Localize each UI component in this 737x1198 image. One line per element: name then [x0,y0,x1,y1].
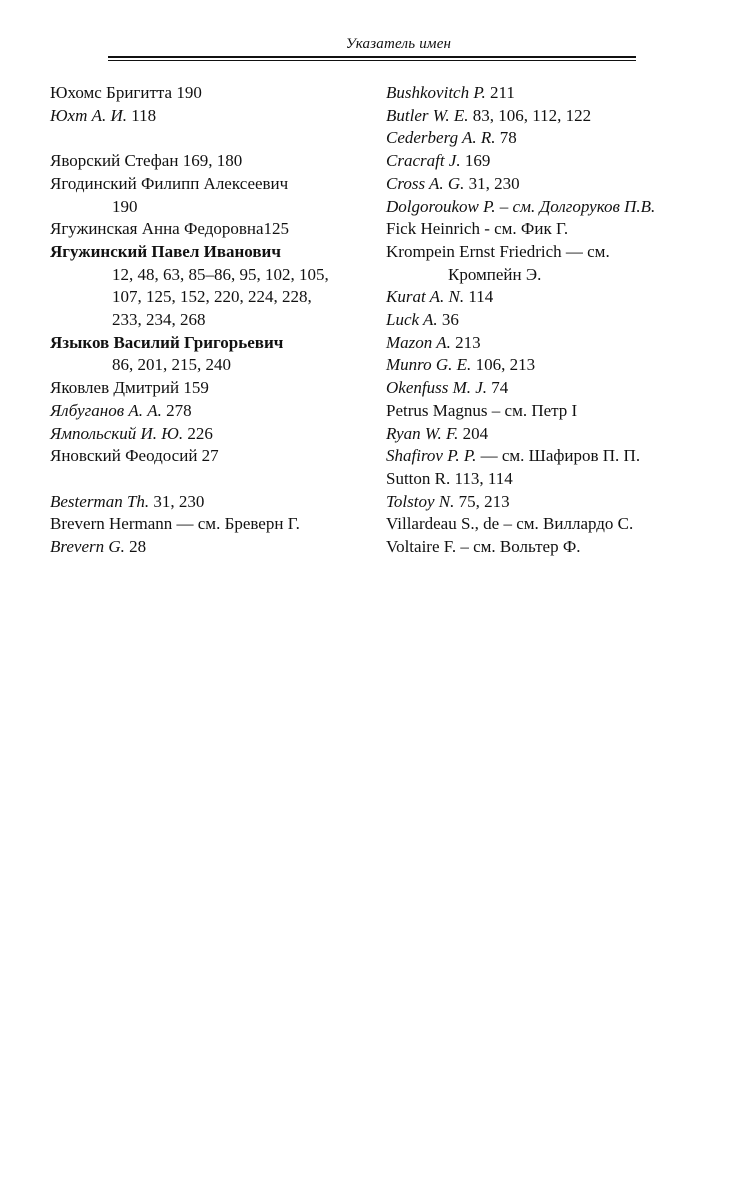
entry-pages: — см. Бреверн Г. [172,514,300,534]
entry-name: Okenfuss M. J. [386,378,488,398]
entry-name: Bushkovitch P. [386,83,486,102]
index-entry [50,332,370,355]
entry-pages: 78 [495,128,517,148]
entry-pages: 204 [458,423,489,443]
index-column-right [386,82,716,559]
entry-pages: 31, 230 [149,491,205,511]
entry-name: Fick Heinrich [386,219,480,239]
entry-name: Ямпольский И. Ю. [50,423,184,443]
index-entry [50,445,370,468]
entry-name: Brevern Hermann [50,514,173,534]
entry-name: Cross A. G. [386,173,465,193]
entry-name: Ягужинская Анна Федоровна [50,219,264,239]
entry-name: Ялбуганов А. А. [50,400,162,420]
entry-name: Butler W. E. [386,105,469,125]
entry-name: Яковлев Дмитрий [50,378,180,398]
index-entry [50,491,370,514]
index-entry [50,513,370,536]
index-column-left [50,82,370,559]
entry-name: Brevern G. [50,537,125,557]
entry-pages: – см. Вольтер Ф. [456,537,581,557]
running-head: Указатель имен [345,36,452,52]
index-entry [50,82,370,105]
entry-name: Krompein Ernst Friedrich [386,241,562,261]
index-entry [386,536,716,559]
entry-name: Luck A. [386,310,438,330]
entry-pages: 74 [487,378,509,398]
index-entry [386,105,716,128]
index-entry [386,513,716,536]
entry-pages: 27 [197,446,219,466]
entry-name: Voltaire F. [386,537,457,557]
index-entry [50,423,370,446]
index-entry [386,218,716,241]
index-entry [50,400,370,423]
entry-name: Dolgoroukow P. – см. Долгоруков П.В. [386,196,656,216]
entry-name: Kurat A. N. [386,287,465,307]
index-entry [50,536,370,559]
index-entry [50,377,370,400]
entry-gap [50,468,370,491]
index-entry [50,150,370,173]
entry-name: Юхт А. И. [50,105,128,125]
index-entry [386,127,716,150]
entry-name: Munro G. E. [386,355,472,375]
entry-name: Ryan W. F. [386,423,459,443]
index-entry [386,354,716,377]
index-entry [386,377,716,400]
entry-pages: 213 [450,332,481,352]
entry-pages: 75, 213 [454,491,510,511]
entry-continuation: Кромпейн Э. [448,264,542,284]
entry-name: Яновский Феодосий [50,446,198,466]
entry-name: Ягодинский Филипп Алексеевич [50,173,289,193]
entry-name: Shafirov P. P. [386,446,477,466]
entry-name: Tolstoy N. [386,491,455,511]
index-entry [386,241,716,264]
index-entry [386,400,716,423]
index-entry [50,105,370,128]
entry-pages: 159 [179,378,209,398]
entry-gap [50,127,370,150]
entry-name: Cracraft J. [386,151,461,171]
entry-continuation: 12, 48, 63, 85–86, 95, 102, 105, [112,264,329,284]
entry-pages: 226 [183,423,213,443]
entry-name: Яворский Стефан [50,151,179,171]
entry-pages: 169, 180 [178,151,243,171]
entry-pages: 106, 213 [471,355,536,375]
entry-pages: 83, 106, 112, 122 [468,105,592,125]
index-entry [386,196,716,219]
index-entry [50,218,370,241]
index-entry [386,82,716,105]
entry-pages: 278 [161,400,192,420]
entry-pages: 114 [464,287,494,307]
entry-pages: — см. [561,241,610,261]
index-entry [50,173,370,196]
entry-name: Sutton R. [386,468,451,488]
entry-name: Юхомс Бригитта [50,83,173,102]
entry-pages: 190 [172,83,202,102]
entry-name: Petrus Magnus [386,400,488,420]
index-entry [50,241,370,264]
entry-pages: – см. Виллардо С. [499,514,634,534]
entry-pages: 211 [485,83,515,102]
entry-pages: 169 [460,151,491,171]
entry-pages: 28 [124,537,147,557]
index-entry [386,468,716,491]
entry-name: Besterman Th. [50,491,150,511]
entry-continuation: 107, 125, 152, 220, 224, 228, [112,287,312,307]
entry-name: Языков Василий Григорьевич [50,332,284,352]
index-entry [386,491,716,514]
entry-pages: 113, 114 [450,468,513,488]
index-entry [386,332,716,355]
entry-name: Cederberg A. R. [386,128,496,148]
entry-pages: - см. Фик Г. [479,219,569,239]
entry-pages: 36 [437,310,459,330]
index-entry [386,150,716,173]
entry-name: Ягужинский Павел Иванович [50,241,281,261]
entry-continuation: 86, 201, 215, 240 [112,355,231,375]
index-entry [386,445,716,468]
header-rule-thin [108,60,636,61]
entry-pages: 125 [263,219,290,239]
entry-continuation: 190 [112,196,138,216]
entry-continuation: 233, 234, 268 [112,310,206,330]
index-entry [386,173,716,196]
index-entry [386,309,716,332]
entry-pages: 118 [127,105,157,125]
entry-pages: – см. Петр I [487,400,578,420]
index-entry [386,286,716,309]
entry-name: Mazon A. [386,332,451,352]
header-rule [108,56,636,62]
entry-pages: — см. Шафиров П. П. [476,446,641,466]
header-rule-thick [108,56,636,58]
index-entry [386,423,716,446]
entry-pages: 31, 230 [464,173,520,193]
entry-name: Villardeau S., de [386,514,500,534]
